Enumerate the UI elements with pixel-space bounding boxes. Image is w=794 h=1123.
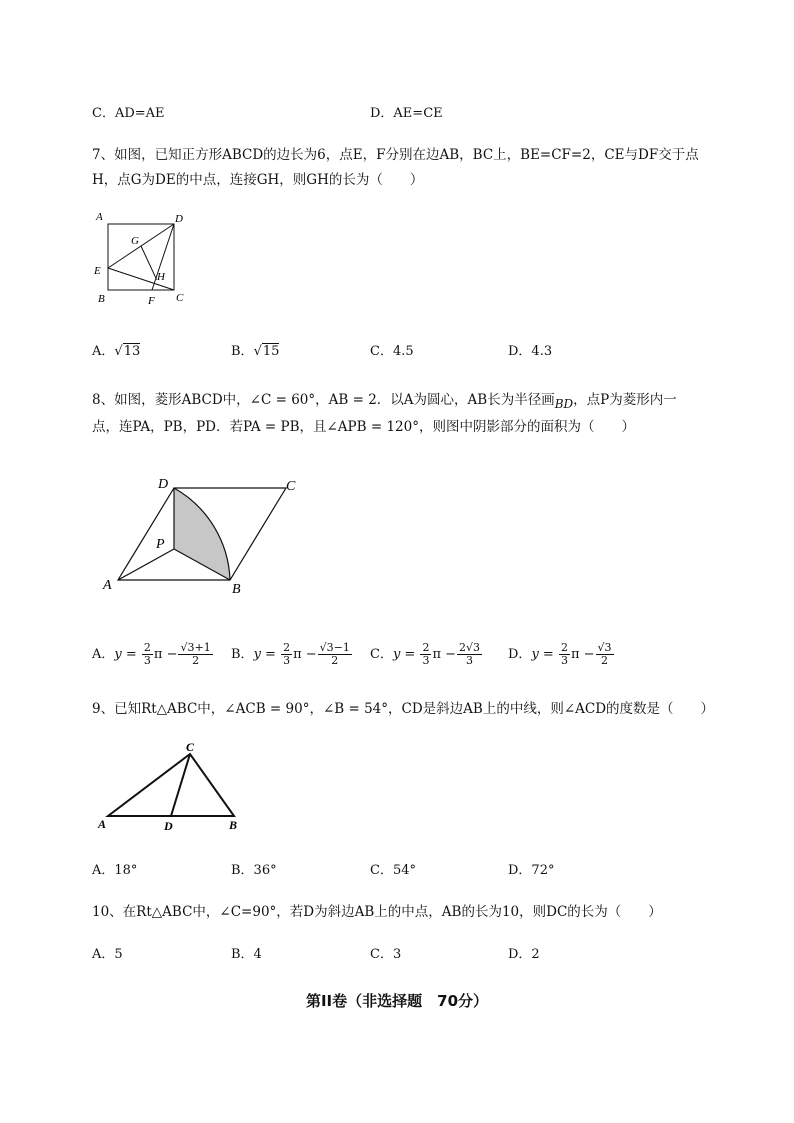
q7-option-d: D．4.3	[508, 344, 553, 359]
q9-text-line1: 9、已知Rt△ABC中，∠ACB = 90°，∠B = 54°，CD是斜边AB上的中线，则∠ACD的度数是（ ）	[92, 701, 715, 717]
q7-figure-square	[88, 206, 198, 310]
q10-option-c: C．3	[370, 947, 402, 962]
q7-text-line2: H，点G为DE的中点，连接GH，则GH的长为（ ）	[92, 172, 424, 188]
q9-option-d: D．72°	[508, 863, 555, 878]
q7-option-a: A．√13	[92, 344, 141, 359]
q8-label-c: C	[286, 479, 296, 494]
q7-label-c: C	[176, 292, 184, 304]
q9-label-a: A	[98, 817, 107, 831]
q7-label-h: H	[157, 271, 165, 283]
q7-option-c: C．4.5	[370, 344, 414, 359]
q7-label-f: F	[148, 295, 155, 307]
q8-option-d: D．y = $\frac{2}{3}$ π − $\frac{√3}{2}$	[508, 641, 612, 667]
q10-option-b: B．4	[231, 947, 262, 962]
q9-figure-triangle	[92, 736, 252, 834]
q7-label-e: E	[94, 265, 101, 277]
q9-label-c: C	[186, 740, 195, 754]
q6-option-c: C．AD=AE	[92, 106, 165, 121]
q10-option-a: A．5	[92, 947, 123, 962]
q7-label-g: G	[131, 235, 139, 247]
q8-figure-rhombus	[98, 470, 310, 598]
q8-label-b: B	[232, 582, 241, 597]
q7-label-b: B	[98, 293, 105, 305]
q8-option-b: B．y = $\frac{2}{3}$ π − $\frac{√3-1}{2}$	[231, 641, 350, 667]
q9-label-d: D	[164, 819, 173, 833]
q7-option-b: B．√15	[231, 344, 280, 359]
q8-arc-label: BD	[554, 397, 574, 411]
q9-option-c: C．54°	[370, 863, 416, 878]
q8-option-c: C．y = $\frac{2}{3}$ π − $\frac{2√3}{3}$	[370, 641, 481, 667]
q7-text-line1: 7、如图，已知正方形ABCD的边长为6，点E，F分别在边AB，BC上，BE=CF=2，CE与DF交于点	[92, 147, 699, 163]
q10-option-d: D．2	[508, 947, 540, 962]
q10-text-line1: 10、在Rt△ABC中，∠C=90°，若D为斜边AB上的中点，AB的长为10，则DC的长为（ ）	[92, 904, 662, 920]
q9-option-b: B．36°	[231, 863, 277, 878]
q8-option-a: A．y = $\frac{2}{3}$ π − $\frac{√3+1}{2}$	[92, 641, 211, 667]
q8-label-a: A	[103, 578, 112, 593]
q8-text-line2: 点，连PA，PB，PD．若PA = PB，且∠APB = 120°，则图中阴影部分的面积为（ ）	[92, 419, 635, 435]
q8-text-line1: 8、如图，菱形ABCD中，∠C = 60°，AB = 2．以A为圆心，AB长为半径画BD，点P为菱形内一	[92, 392, 677, 411]
q7-label-d: D	[175, 213, 183, 225]
q8-label-d: D	[158, 477, 169, 492]
q9-option-a: A．18°	[92, 863, 138, 878]
q7-label-a: A	[96, 211, 103, 223]
q6-option-d: D．AE=CE	[370, 106, 443, 121]
q9-label-b: B	[229, 818, 238, 832]
q8-label-p: P	[156, 537, 165, 552]
section-title: 第II卷（非选择题 70分）	[305, 992, 489, 1010]
